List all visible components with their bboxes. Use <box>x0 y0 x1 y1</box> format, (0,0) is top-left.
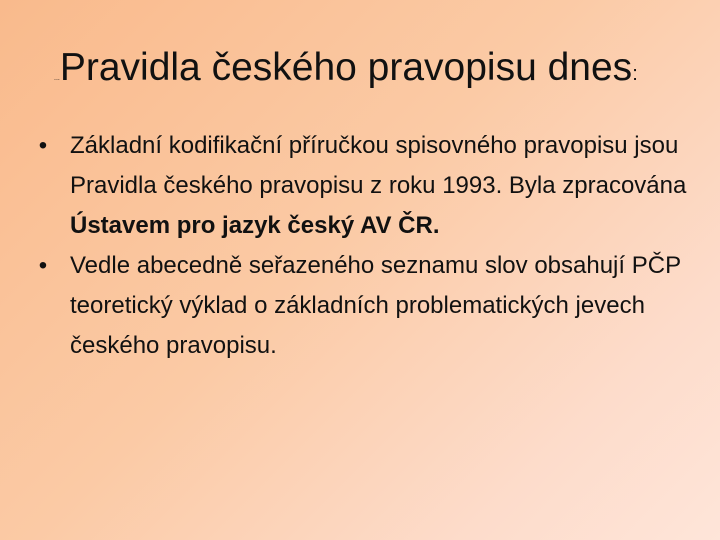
bullet-list <box>28 126 688 366</box>
bullet-item <box>28 126 688 246</box>
title-colon: : <box>632 63 638 85</box>
title-prefix-marker: ... <box>54 75 60 82</box>
bullet-text: Vedle abecedně seřazeného seznamu slov obsahují PČP teoretický výklad o základních problematických jevech českého pravopisu. <box>70 252 681 359</box>
bullet-item <box>28 246 688 366</box>
slide-title <box>54 42 694 105</box>
bullet-icon: • <box>38 252 48 279</box>
bullet-text: Základní kodifikační příručkou spisovného pravopisu jsou Pravidla českého pravopisu z roku 1993. Byla zpracována <box>70 132 687 199</box>
bullet-icon: • <box>38 132 48 159</box>
bullet-bold-text: Ústavem pro jazyk český AV ČR. <box>70 212 440 239</box>
title-text: Pravidla českého pravopisu dnes <box>59 46 633 89</box>
